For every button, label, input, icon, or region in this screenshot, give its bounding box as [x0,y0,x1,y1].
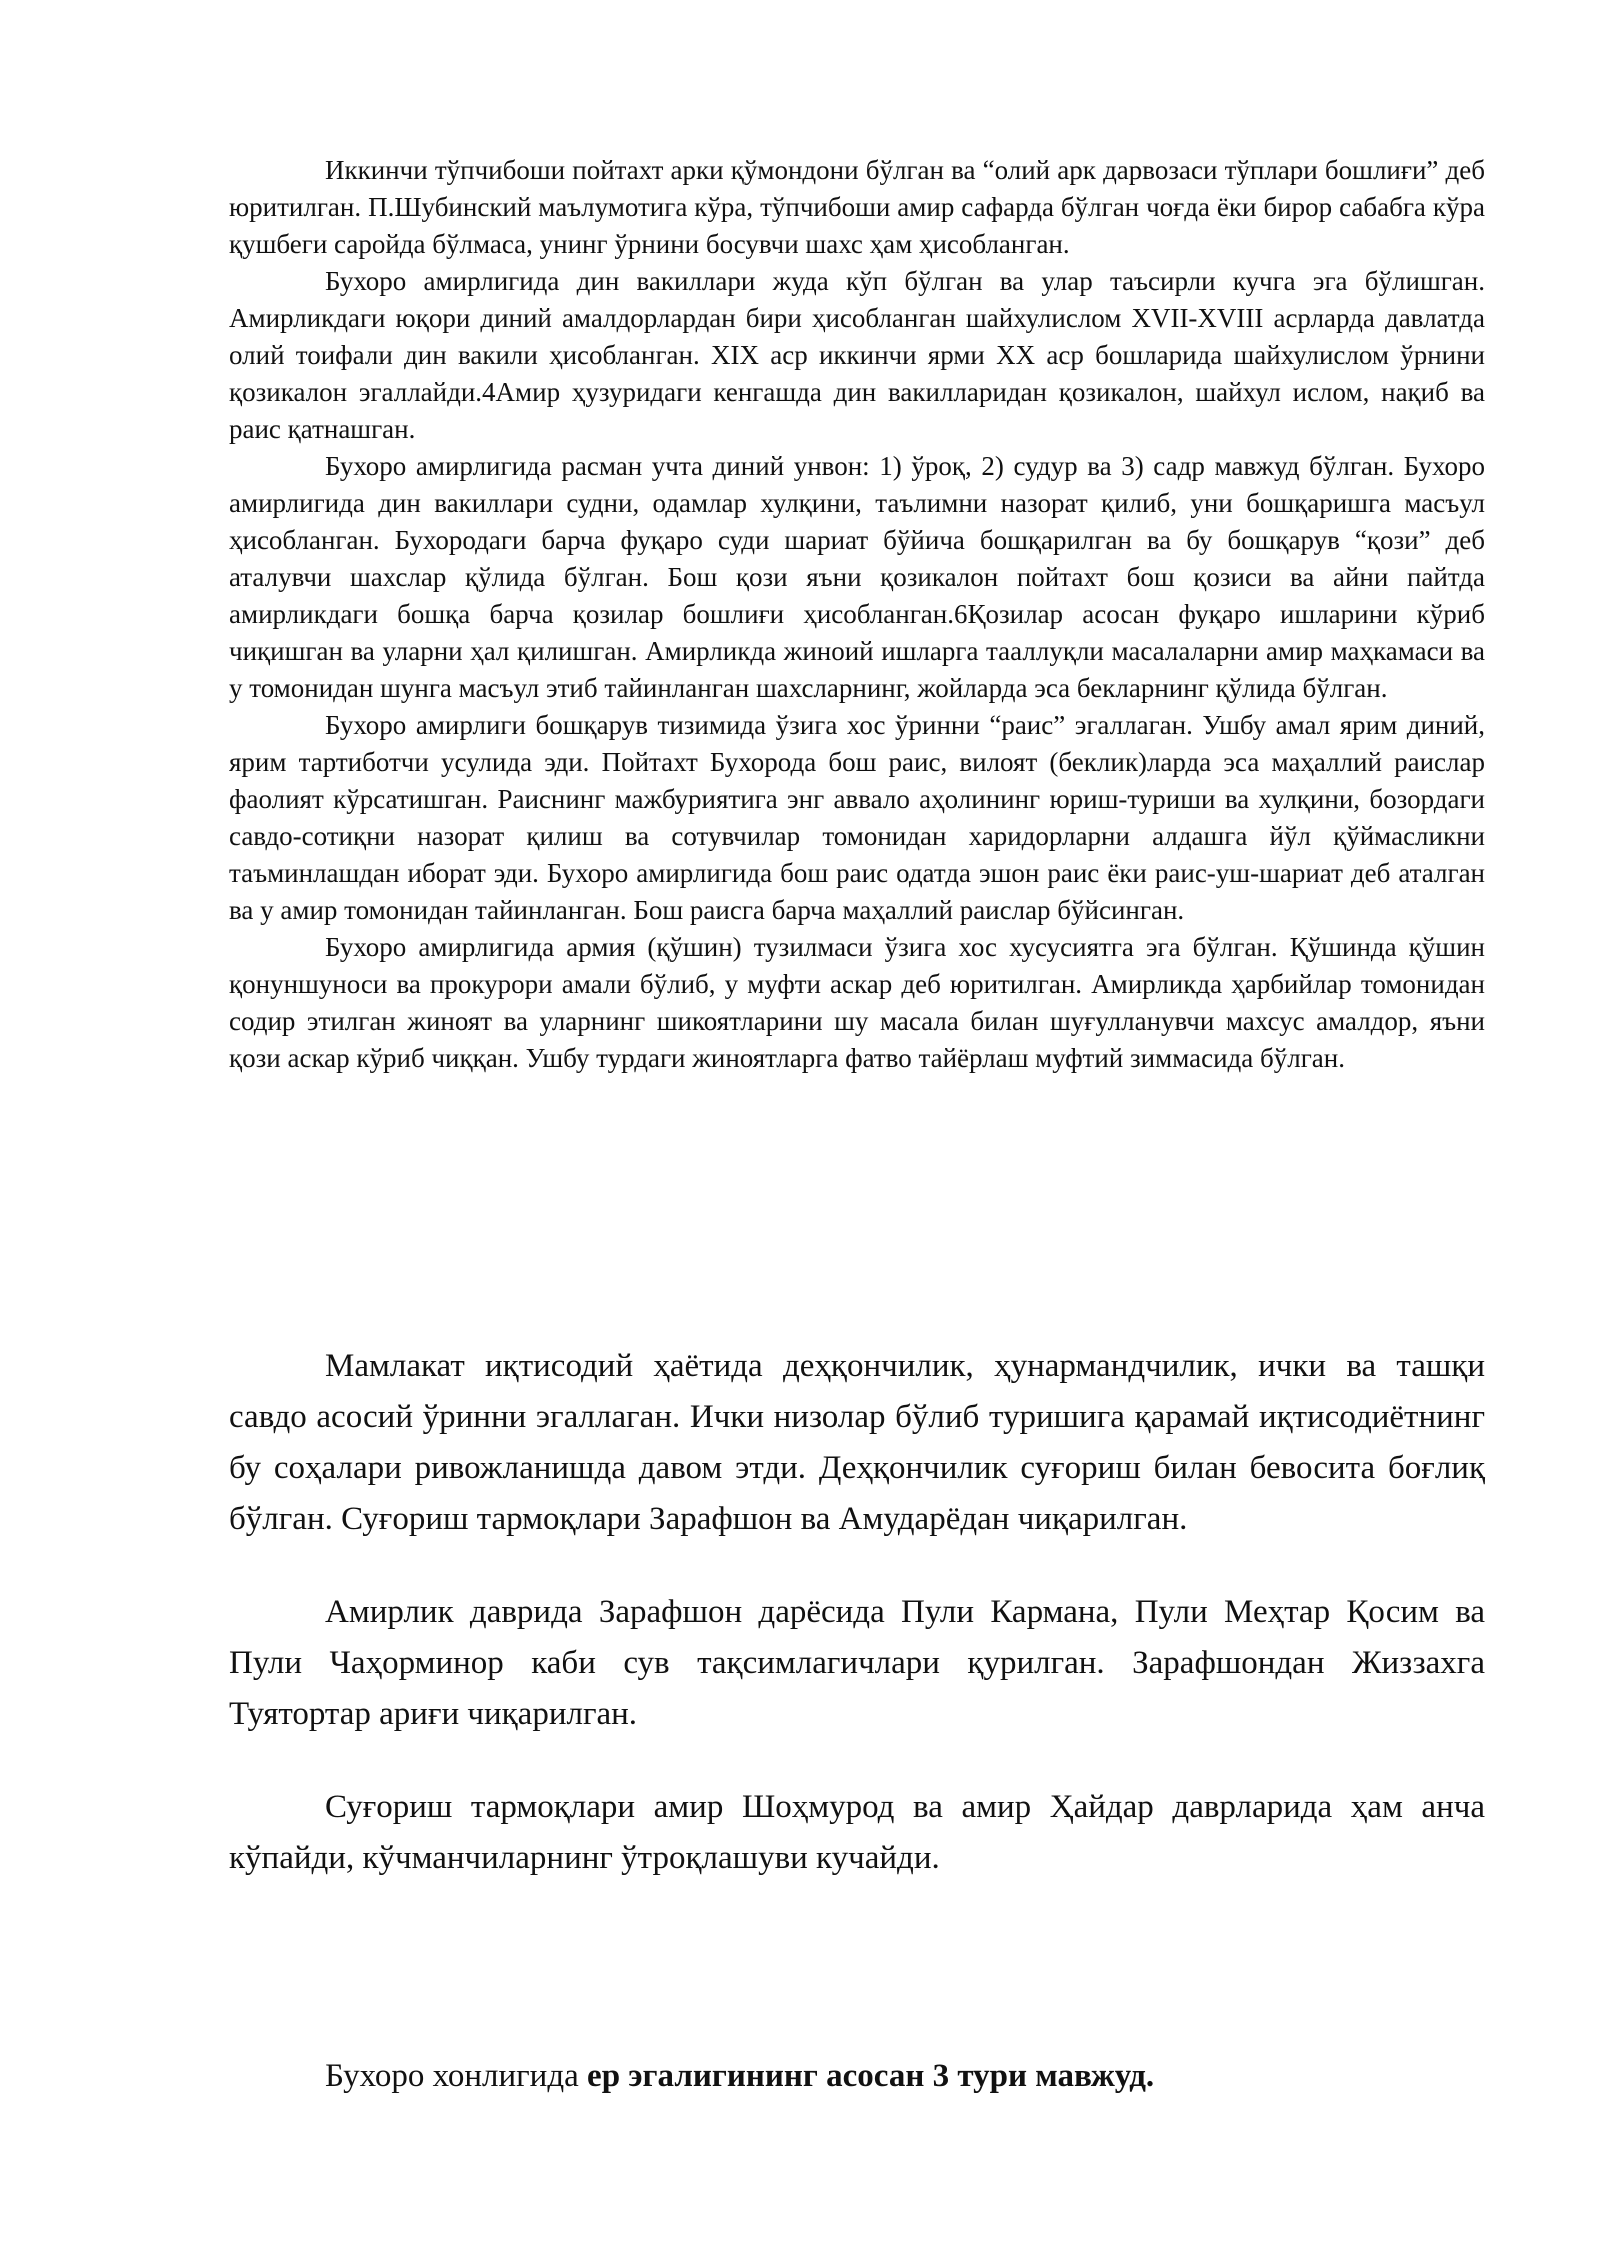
land-ownership-line [325,2051,1485,2102]
paragraph-army: Бухоро амирлигида армия (қўшин) тузилмаси ўзига хос хусусиятга эга бўлган. Қўшинда қўшин қонуншуноси ва прокурори амали бўлиб, у муфти аскар деб юритилган. Амирликда ҳарбийлар томонидан содир этилган жиноят ва уларнинг шикоятларини шу масала билан шуғулланувчи махсус амалдор, яъни қози аскар кўриб чиққан. Ушбу турдаги жиноятларга фатво тайёрлаш муфтий зиммасида бўлган. [229,932,1485,1073]
paragraph-religious-officials: Бухоро амирлигида дин вакиллари жуда кўп бўлган ва улар таъсирли кучга эга бўлишган. Амирликдаги юқори диний амалдорлардан бири ҳисобланган шайхулислом XVII-XVIII асрларда давлатда олий тоифали дин вакили ҳисобланган. XIX аср иккинчи ярми XX аср бошларида шайхулислом ўрнини қозикалон эгаллайди.4Амир ҳузуридаги кенгашда дин вакилларидан қозикалон, шайхул ислом, нақиб ва раис қатнашган. [229,266,1485,444]
paragraph-irrigation-growth: Суғориш тармоқлари амир Шоҳмурод ва амир Ҳайдар даврларида ҳам анча кўпайди, кўчманчиларнинг ўтроқлашуви кучайди. [229,1789,1485,1876]
paragraph-economy: Мамлакат иқтисодий ҳаётида деҳқончилик, ҳунармандчилик, ички ва ташқи савдо асосий ўринни эгаллаган. Ички низолар бўлиб туришига қарамай иқтисодиётнинг бу соҳалари ривожланишда давом этди. Деҳқончилик суғориш билан бевосита боғлиқ бўлган. Суғориш тармоқлари Зарафшон ва Амударёдан чиқарилган. [229,1348,1485,1537]
section-administration [229,152,1485,1077]
paragraph-topchiboshi: Иккинчи тўпчибоши пойтахт арки қўмондони бўлган ва “олий арк дарвозаси тўплари бошлиғи” деб юритилган. П.Шубинский маълумотига кўра, тўпчибоши амир сафарда бўлган чоғда ёки бирор сабабга кўра қушбеги саройда бўлмаса, унинг ўрнини босувчи шахс ҳам ҳисобланган. [229,155,1485,259]
land-ownership-emphasis: ер эгалигининг асосан 3 тури мавжуд. [587,2058,1155,2094]
paragraph-irrigation-zarafshon: Амирлик даврида Зарафшон дарёсида Пули Кармана, Пули Меҳтар Қосим ва Пули Чаҳорминор каби сув тақсимлагичлари қурилган. Зарафшондан Жиззахга Туятортар ариғи чиқарилган. [229,1594,1485,1732]
land-ownership-text: Бухоро хонлигида [325,2058,588,2094]
section-economy [229,1341,1485,1926]
paragraph-rais: Бухоро амирлиги бошқарув тизимида ўзига хос ўринни “раис” эгаллаган. Ушбу амал ярим диний, ярим тартиботчи усулида эди. Пойтахт Бухорода бош раис, вилоят (беклик)ларда эса маҳаллий раислар фаолият кўрсатишган. Раиснинг мажбуриятига энг аввало аҳолининг юриш-туриши ва хулқини, бозордаги савдо-сотиқни назорат қилиш ва сотувчилар томонидан харидорларни алдашга йўл қўймасликни таъминлашдан иборат эди. Бухоро амирлигида бош раис одатда эшон раис ёки раис-уш-шариат деб аталган ва у амир томонидан тайинланган. Бош раисга барча маҳаллий раислар бўйсинган. [229,710,1485,925]
paragraph-religious-titles: Бухоро амирлигида расман учта диний унвон: 1) ўроқ, 2) судур ва 3) садр мавжуд бўлган. Бухоро амирлигида дин вакиллари судни, одамлар хулқини, таълимни назорат қилиб, уни бошқаришга масъул ҳисобланган. Бухородаги барча фуқаро суди шариат бўйича бошқарилган ва бу бошқарув “қози” деб аталувчи шахслар қўлида бўлган. Бош қози яъни қозикалон пойтахт бош қозиси ва айни пайтда амирликдаги бошқа барча қозилар бошлиғи ҳисобланган.6Қозилар асосан фуқаро ишларини кўриб чиқишган ва уларни ҳал қилишган. Амирликда жиноий ишларга тааллуқли масалаларни амир маҳкамаси ва у томонидан шунга масъул этиб тайинланган шахсларнинг, жойларда эса бекларнинг қўлида бўлган. [229,451,1485,703]
